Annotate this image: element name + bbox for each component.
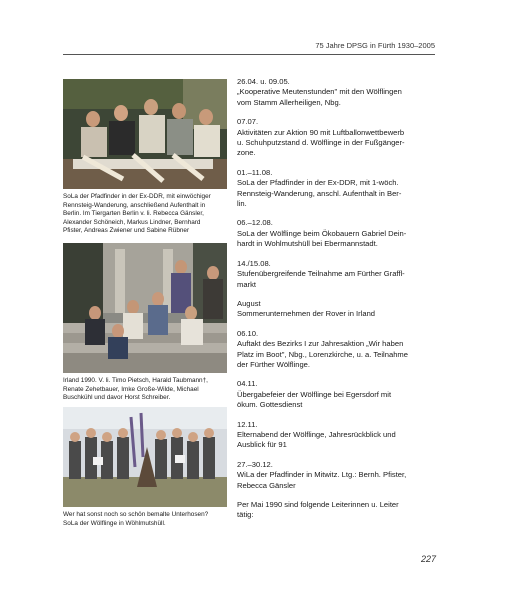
entry-text: zone. xyxy=(237,148,256,158)
photo-caption-2 xyxy=(63,377,227,403)
chronology-entry xyxy=(237,500,435,521)
entry-text: SoLa der Pfadfinder in der Ex-DDR, mit 1-wöch. xyxy=(237,178,399,188)
chronology-entry xyxy=(237,460,435,491)
caption-line: Wer hat sonst noch so schön bemalte Unterhosen? xyxy=(63,511,209,518)
entry-text: Ausblick für 91 xyxy=(237,440,287,450)
entry-text: markt xyxy=(237,279,256,289)
caption-line: Irland 1990. V. li. Timo Pietsch, Harald Taubmann†, xyxy=(63,377,208,384)
running-header xyxy=(63,40,435,55)
entry-text: der Fürther Wölflinge. xyxy=(237,359,311,369)
entry-date: 06.–12.08. xyxy=(237,218,273,228)
chronology-entry xyxy=(237,379,435,410)
caption-line: Rennsteig-Wanderung, anschließend Aufenthalt in xyxy=(63,201,206,209)
entry-date: 27.–30.12. xyxy=(237,459,273,469)
entry-date: 12.11. xyxy=(237,419,258,429)
caption-line: SoLa der Pfadfinder in der Ex-DDR, mit einwöchiger xyxy=(63,193,211,200)
caption-line: Berlin. Im Tiergarten Berlin v. li. Rebecca Gänsler, xyxy=(63,210,204,218)
entry-text: Per Mai 1990 sind folgende Leiterinnen u. Leiter xyxy=(237,500,399,509)
entry-date: 26.04. u. 09.05. xyxy=(237,77,290,86)
entry-text: Stufenübergreifende Teilnahme am Fürther Graffl- xyxy=(237,269,405,279)
entry-text: Rebecca Gänsler xyxy=(237,480,296,490)
entry-text: Rennsteig-Wanderung, anschl. Aufenthalt in Ber- xyxy=(237,188,402,198)
entry-text: Platz im Boot", Nbg., Lorenzkirche, u. a. Teilnahme xyxy=(237,349,408,359)
running-title: 75 Jahre DPSG in Fürth 1930–2005 xyxy=(315,41,435,50)
chronology-entry xyxy=(237,299,435,320)
entry-date: 04.11. xyxy=(237,379,258,389)
entry-text: Auftakt des Bezirks I zur Jahresaktion „Wir haben xyxy=(237,339,404,349)
photo-wolflinge-camp xyxy=(63,407,227,507)
entry-text: tätig: xyxy=(237,510,254,520)
chronology-entry xyxy=(237,117,435,159)
chronology-column xyxy=(237,77,435,530)
chronology-entry xyxy=(237,218,435,249)
entry-text: Übergabefeier der Wölflinge bei Egersdorf mit xyxy=(237,389,392,399)
entry-date: 14./15.08. xyxy=(237,258,271,268)
photo-caption-3 xyxy=(63,511,227,528)
chronology-entry xyxy=(237,259,435,290)
caption-line: Buschkühl und davor Horst Schreiber. xyxy=(63,394,171,402)
caption-line: SoLa der Wölflinge in Wöhlmutshüll. xyxy=(63,519,166,527)
entry-date: August xyxy=(237,298,261,308)
photo-ireland-steps xyxy=(63,243,227,373)
page-number: 227 xyxy=(420,554,436,564)
photo-caption-1 xyxy=(63,193,227,236)
entry-date: 07.07. xyxy=(237,117,259,127)
entry-text: Elternabend der Wölflinge, Jahresrückblick und xyxy=(237,429,396,439)
chronology-entry xyxy=(237,77,435,108)
entry-text: lin. xyxy=(237,199,247,209)
chronology-entry xyxy=(237,329,435,371)
entry-text: WiLa der Pfadfinder in Mitwitz. Ltg.: Bernh. Pfister, xyxy=(237,470,407,480)
photo-tiergarten-group xyxy=(63,79,227,189)
caption-line: Renate Zehetbauer, Imke Große-Wilde, Michael xyxy=(63,385,199,393)
entry-text: SoLa der Wölflinge beim Ökobauern Gabriel Dein- xyxy=(237,228,407,238)
caption-line: Pfister, Andreas Zwiener und Sabine Rübner xyxy=(63,227,190,235)
entry-text: hardt in Wohlmutshüll bei Ebermannstadt. xyxy=(237,239,378,249)
entry-text: ökum. Gottesdienst xyxy=(237,400,303,410)
entry-text: „Kooperative Meutenstunden" mit den Wölflingen xyxy=(237,87,402,97)
chronology-entry xyxy=(237,168,435,210)
entry-text: u. Schuhputzstand d. Wölflinge in der Fußgänger- xyxy=(237,138,405,148)
entry-date: 06.10. xyxy=(237,328,259,338)
caption-line: Alexander Schöneich, Markus Lindner, Bernhard xyxy=(63,218,201,226)
chronology-entry xyxy=(237,420,435,451)
entry-text: vom Stamm Allerheiligen, Nbg. xyxy=(237,97,341,107)
entry-text: Sommerunternehmen der Rover in Irland xyxy=(237,309,376,319)
entry-date: 01.–11.08. xyxy=(237,167,273,177)
entry-text: Aktivitäten zur Aktion 90 mit Luftballonwettbewerb xyxy=(237,127,405,137)
